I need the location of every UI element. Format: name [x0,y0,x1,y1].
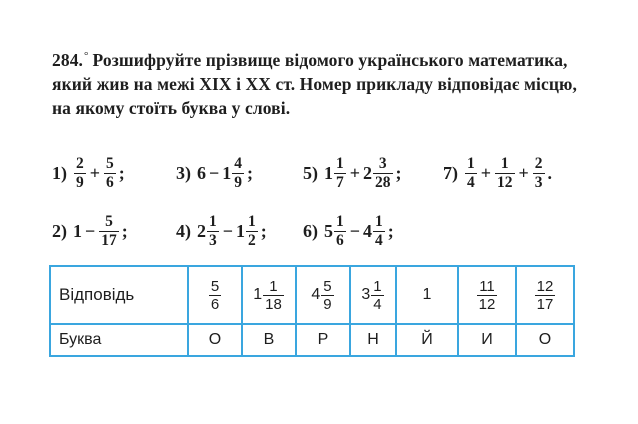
answer-cell: 1 $\frac{1}{18}$ [242,266,296,324]
answer-cell: 3 $\frac{1}{4}$ [350,266,396,324]
letter-cell: И [458,324,516,356]
problem-text: Розшифруйте прізвище відомого українського математика, який жив на межі XIX і XX ст. Номер прикладу відповідає місцю, на якому стоїть буква у слові. [52,49,578,118]
exercise-4: 4) 2 $\frac{1}{3}$ − 1 $\frac{1}{2}$ ; [176,212,267,249]
answer-cell: $\frac{5}{6}$ [188,266,242,324]
fraction: $\frac{2}{9}$ [76,154,84,191]
exercise-6: 6) 5 $\frac{1}{6}$ − 4 $\frac{1}{4}$ ; [303,212,394,249]
letter-header: Буква [50,324,188,356]
difficulty-mark: ° [84,50,89,62]
letter-cell: Й [396,324,458,356]
mixed-number: 2 $\frac{3}{28}$ [363,154,391,191]
letter-cell: Р [296,324,350,356]
exercise-2: 2) 1 − $\frac{5}{17}$ ; [52,212,128,249]
answer-cell: 4 $\frac{5}{9}$ [296,266,350,324]
problem-number: 284. [52,49,84,70]
letter-cell: В [242,324,296,356]
answer-cell: 1 [396,266,458,324]
mixed-number: 1 $\frac{1}{7}$ [324,154,344,191]
letter-cell: О [516,324,574,356]
exercise-5: 5) 1 $\frac{1}{7}$ + 2 $\frac{3}{28}$ ; [303,154,402,191]
answer-header: Відповідь [50,266,188,324]
answer-cell: $\frac{11}{12}$ [458,266,516,324]
fraction: $\frac{5}{6}$ [106,154,114,191]
problem-statement [52,44,592,120]
letter-cell: О [188,324,242,356]
answer-table [49,265,575,357]
letter-cell: Н [350,324,396,356]
mixed-number: 1 $\frac{4}{9}$ [222,154,243,191]
answer-cell: $\frac{12}{17}$ [516,266,574,324]
exercise-3: 3) 6 − 1 $\frac{4}{9}$ ; [176,154,254,191]
letter-row [50,324,574,356]
answer-row [50,266,574,324]
exercise-1: 1) $\frac{2}{9}$ + $\frac{5}{6}$ ; [52,154,125,191]
exercise-7: 7) $\frac{1}{4}$ + $\frac{1}{12}$ + $\frac{2}{3}$ . [443,154,553,191]
